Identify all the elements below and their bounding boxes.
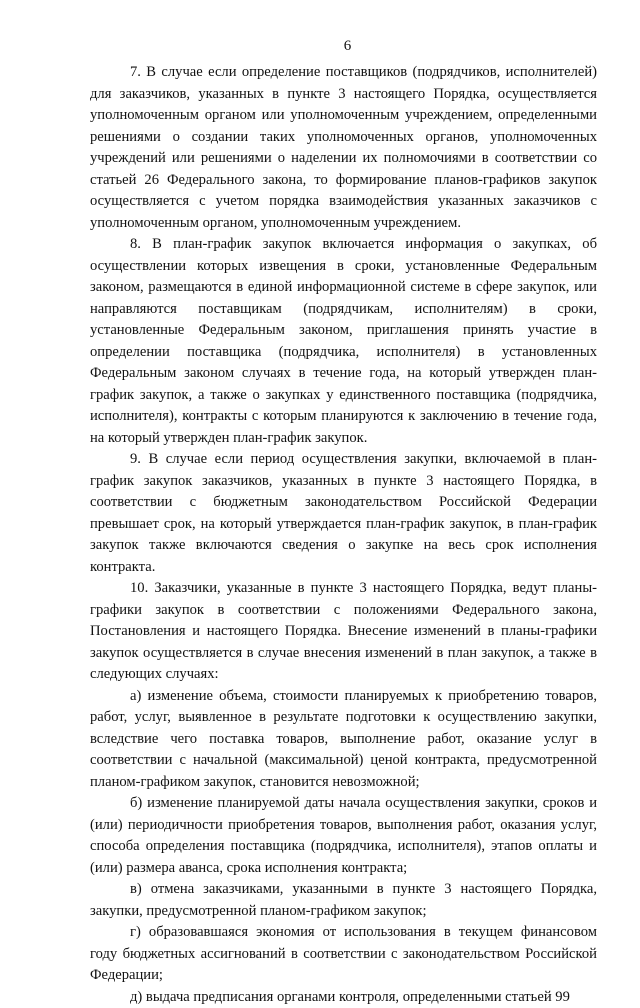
- page-number: 6: [90, 36, 597, 56]
- paragraph-8: 8. В план-график закупок включается информация о закупках, об осуществлении которых извещения в сроки, установленные Федеральным законом, размещаются в единой информационной системе в сфере закупок, или направляются поставщикам (подрядчикам, исполнителям) в сроки, установленные Федеральным законом, приглашения принять участие в определении поставщика (подрядчика, исполнителя) в установленных Федеральным законом случаях в течение года, на который утвержден план-график закупок, а также о закупках у единственного поставщика (подрядчика, исполнителя), контракты с которым планируются к заключению в течение года, на который утвержден план-график закупок.: [90, 234, 597, 449]
- list-item-a: а) изменение объема, стоимости планируемых к приобретению товаров, работ, услуг, выявленное в результате подготовки к осуществлению закупки, вследствие чего поставка товаров, выполнение работ, оказание услуг в соответствии с начальной (максимальной) ценой контракта, предусмотренной планом-графиком закупок, становится невозможной;: [90, 686, 597, 794]
- list-item-d: д) выдача предписания органами контроля, определенными статьей 99: [90, 987, 597, 1008]
- paragraph-9: 9. В случае если период осуществления закупки, включаемой в план-график закупок заказчиков, указанных в пункте 3 настоящего Порядка, в соответствии с бюджетным законодательством Российской Федерации превышает срок, на который утверждается план-график закупок, в план-график закупок также включаются сведения о закупке на весь срок исполнения контракта.: [90, 449, 597, 578]
- list-item-g: г) образовавшаяся экономия от использования в текущем финансовом году бюджетных ассигнований в соответствии с законодательством Российской Федерации;: [90, 922, 597, 987]
- paragraph-10: 10. Заказчики, указанные в пункте 3 настоящего Порядка, ведут планы-графики закупок в соответствии с положениями Федерального закона, Постановления и настоящего Порядка. Внесение изменений в планы-графики закупок осуществляется в случае внесения изменений в план закупок, а также в следующих случаях:: [90, 578, 597, 686]
- document-page: [90, 36, 597, 896]
- paragraph-7: 7. В случае если определение поставщиков (подрядчиков, исполнителей) для заказчиков, указанных в пункте 3 настоящего Порядка, осуществляется уполномоченным органом или уполномоченным учреждением, определенными решениями о создании таких уполномоченных органов, уполномоченных учреждений или решениями о наделении их полномочиями в соответствии со статьей 26 Федерального закона, то формирование планов-графиков закупок осуществляется с учетом порядка взаимодействия указанных заказчиков с уполномоченным органом, уполномоченным учреждением.: [90, 62, 597, 234]
- list-item-v: в) отмена заказчиками, указанными в пункте 3 настоящего Порядка, закупки, предусмотренной планом-графиком закупок;: [90, 879, 597, 922]
- list-item-b: б) изменение планируемой даты начала осуществления закупки, сроков и (или) периодичности приобретения товаров, выполнения работ, оказания услуг, способа определения поставщика (подрядчика, исполнителя), этапов оплаты и (или) размера аванса, срока исполнения контракта;: [90, 793, 597, 879]
